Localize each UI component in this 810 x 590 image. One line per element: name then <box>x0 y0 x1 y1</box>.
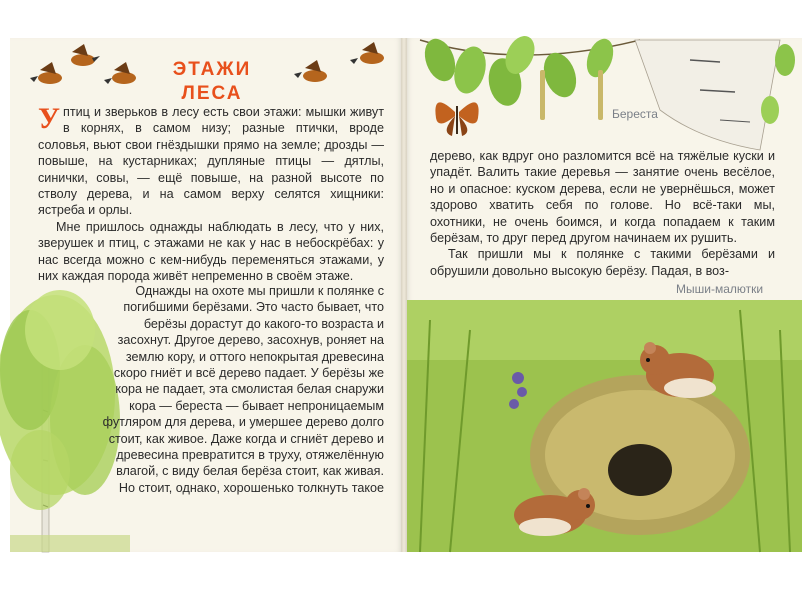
bird-icon <box>30 62 62 84</box>
right-text <box>430 148 775 279</box>
left-text-bottom <box>100 283 384 496</box>
birch-branch <box>419 31 640 120</box>
chapter-title: ЭТАЖИ ЛЕСА <box>172 59 252 104</box>
bird-icon <box>350 42 384 64</box>
birch-bark <box>635 40 795 150</box>
paragraph-text: птиц и зверьков в лесу есть свои этажи: мышки живут в корнях, в самом низу; разные птички, вроде соловья, вьют свои гнёздышки прямо на земле; дрозды — повыше, на кустарниках; дупляные птицы — дятлы, синички, совы, — ещё повыше, на разной высоте по стволу дерева, и на самом верху селятся хищники: ястреба и орлы. <box>38 105 384 218</box>
bird-icon <box>71 44 100 66</box>
paragraph: Мне пришлось однажды наблюдать в лесу, что у них, зверушек и птиц, с этажами не как у нас в небоскрёбах: у нас всегда можно с кем-нибудь переменяться этажами, у них каждая порода живёт непременно в своём этаже. <box>38 219 384 284</box>
dropcap: У <box>38 102 61 135</box>
caption-mice: Мыши-малютки <box>676 282 764 296</box>
paragraph: дерево, как вдруг оно разломится всё на тяжёлые куски и упадёт. Валить такие деревья — занятие очень весёлое, но и опасное: куском дерева, если не увернёшься, может здорово хватить себя по голове. Но всё-таки мы, охотники, не очень боимся, и когда попадаем к таким берёзам, то друг перед другом начинаем их рушить. <box>430 149 775 246</box>
paragraph <box>38 104 384 219</box>
paragraph: Так пришли мы к полянке с такими берёзами и обрушили довольно высокую берёзу. Падая, в воз- <box>430 247 775 278</box>
paragraph: Однажды на охоте мы пришли к полянке с погибшими берёзами. Это часто бывает, что берёзы дорастут до какого-то возраста и засохнут. Другое дерево, засохнув, роняет на землю кору, и оттого непокрытая древесина скоро гниёт и всё дерево падает. У берёзы же кора не падает, эта смолистая белая снаружи кора — береста — бывает непроницаемым футляром для дерева, и умершее дерево долго стоит, как живое. Даже когда и сгниёт дерево и древесина превратится в труху, отяжелённую влагой, с виду белая берёза стоит, как живая. Но стоит, однако, хорошенько толкнуть такое <box>102 284 384 495</box>
bird-icon <box>104 62 136 84</box>
caption-bark: Береста <box>612 107 658 121</box>
butterfly-icon <box>435 102 478 136</box>
bird-icon <box>294 60 327 82</box>
left-text-top <box>38 104 384 284</box>
